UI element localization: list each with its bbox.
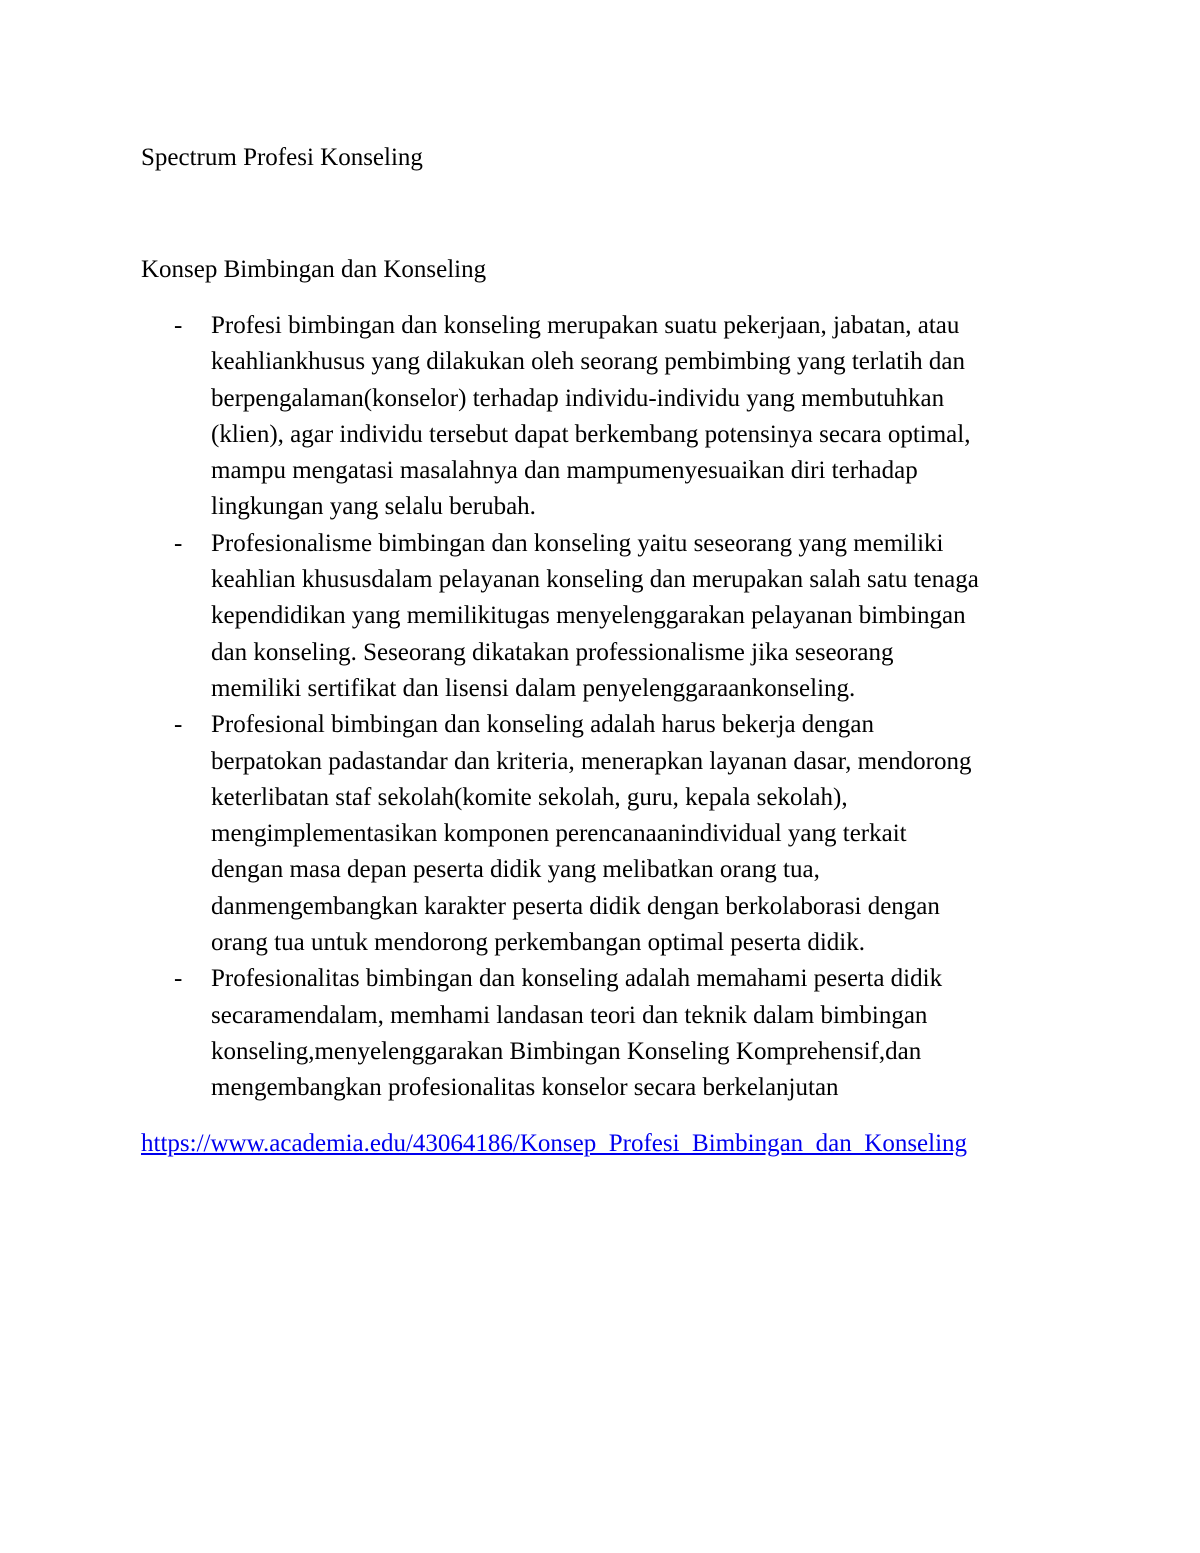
- bullet-line: dengan masa depan peserta didik yang melibatkan orang tua,: [211, 856, 820, 884]
- bullet-line: mampu mengatasi masalahnya dan mampumenyesuaikan diri terhadap: [211, 457, 918, 485]
- bullet-line: Profesionalitas bimbingan dan konseling adalah memahami peserta didik: [211, 965, 943, 993]
- bullet-line: konseling,menyelenggarakan Bimbingan Konseling Komprehensif,dan: [211, 1037, 922, 1065]
- bullet-line: secaramendalam, memhami landasan teori dan teknik dalam bimbingan: [211, 1001, 928, 1029]
- bullet-dash: -: [174, 312, 183, 339]
- bullet-line: keahliankhusus yang dilakukan oleh seorang pembimbing yang terlatih dan: [211, 348, 965, 376]
- bullet-line: keterlibatan staf sekolah(komite sekolah, guru, kepala sekolah),: [211, 783, 848, 811]
- bullet-line: berpengalaman(konselor) terhadap individu-individu yang membutuhkan: [211, 384, 945, 412]
- bullet-line: keahlian khususdalam pelayanan konseling dan merupakan salah satu tenaga: [211, 566, 979, 594]
- bullet-line: lingkungan yang selalu berubah.: [211, 493, 536, 521]
- bullet-line: dan konseling. Seseorang dikatakan professionalisme jika seseorang: [211, 638, 894, 666]
- bullet-line: mengimplementasikan komponen perencanaanindividual yang terkait: [211, 820, 907, 848]
- bullet-dash: -: [174, 711, 183, 739]
- bullet-item: [141, 308, 1081, 526]
- section-heading: Konsep Bimbingan dan Konseling: [141, 256, 487, 283]
- bullet-line: danmengembangkan karakter peserta didik dengan berkolaborasi dengan: [211, 892, 940, 920]
- source-link[interactable]: https://www.academia.edu/43064186/Konsep_Profesi_Bimbingan_dan_Konseling: [141, 1130, 968, 1157]
- bullet-line: Profesi bimbingan dan konseling merupakan suatu pekerjaan, jabatan, atau: [211, 312, 960, 339]
- bullet-line: memiliki sertifikat dan lisensi dalam penyelenggaraankonseling.: [211, 674, 856, 702]
- bullet-list: [141, 308, 1081, 1107]
- bullet-item: [141, 961, 1081, 1106]
- bullet-dash: -: [174, 965, 183, 993]
- bullet-line: mengembangkan profesionalitas konselor secara berkelanjutan: [211, 1074, 839, 1102]
- bullet-line: (klien), agar individu tersebut dapat berkembang potensinya secara optimal,: [211, 420, 971, 448]
- bullet-item: [141, 526, 1081, 707]
- bullet-line: Profesional bimbingan dan konseling adalah harus bekerja dengan: [211, 711, 875, 739]
- bullet-item: [141, 707, 1081, 961]
- document-title: Spectrum Profesi Konseling: [141, 144, 423, 171]
- bullet-line: orang tua untuk mendorong perkembangan optimal peserta didik.: [211, 929, 865, 957]
- bullet-dash: -: [174, 529, 183, 557]
- bullet-line: kependidikan yang memilikitugas menyelenggarakan pelayanan bimbingan: [211, 602, 966, 630]
- bullet-line: Profesionalisme bimbingan dan konseling yaitu seseorang yang memiliki: [211, 529, 944, 557]
- bullet-line: berpatokan padastandar dan kriteria, menerapkan layanan dasar, mendorong: [211, 747, 972, 775]
